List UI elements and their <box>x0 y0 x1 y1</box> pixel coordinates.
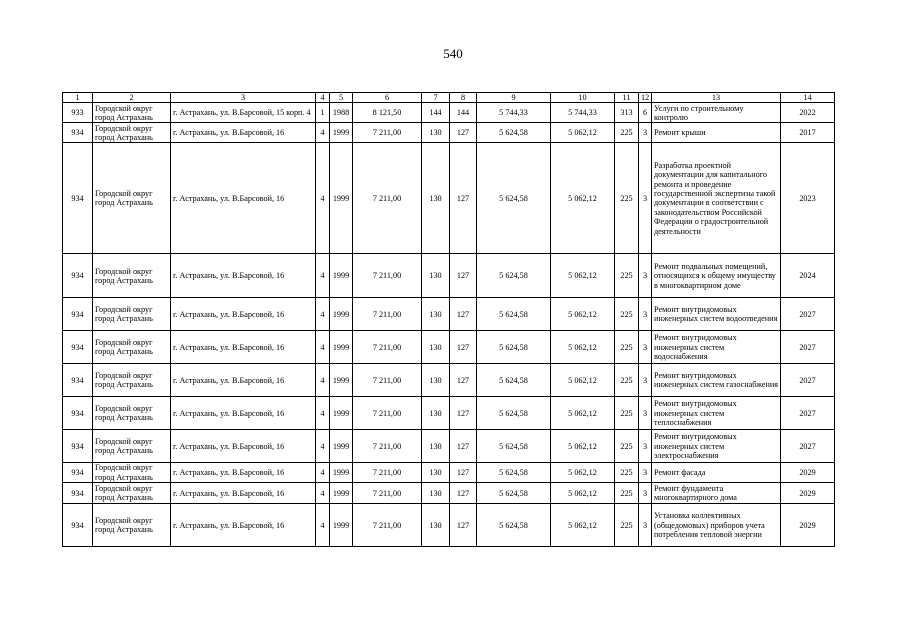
column-header: 4 <box>316 93 330 103</box>
table-row <box>63 331 835 364</box>
column-11-cell: 225 <box>615 463 639 483</box>
due-year-cell: 2024 <box>781 254 835 298</box>
work-type-cell: Ремонт внутридомовых инженерных систем электроснабжения <box>652 430 781 463</box>
area-2-cell: 5 062,12 <box>551 483 615 504</box>
work-type-cell: Ремонт внутридомовых инженерных систем водоотведения <box>652 298 781 331</box>
municipality-cell: Городской округ город Астрахань <box>93 103 171 123</box>
column-header: 11 <box>615 93 639 103</box>
column-12-cell: 3 <box>639 331 652 364</box>
column-header: 7 <box>422 93 450 103</box>
column-12-cell: 3 <box>639 463 652 483</box>
column-12-cell: 3 <box>639 483 652 504</box>
column-4-cell: 4 <box>316 331 330 364</box>
municipality-cell: Городской округ город Астрахань <box>93 364 171 397</box>
total-area-cell: 7 211,00 <box>353 143 422 254</box>
column-7-cell: 130 <box>422 143 450 254</box>
area-2-cell: 5 062,12 <box>551 254 615 298</box>
address-cell: г. Астрахань, ул. В.Барсовой, 16 <box>171 331 316 364</box>
total-area-cell: 7 211,00 <box>353 364 422 397</box>
total-area-cell: 7 211,00 <box>353 397 422 430</box>
column-8-cell: 127 <box>450 483 477 504</box>
year-cell: 1999 <box>330 397 353 430</box>
area-2-cell: 5 062,12 <box>551 364 615 397</box>
total-area-cell: 7 211,00 <box>353 463 422 483</box>
area-1-cell: 5 624,58 <box>477 123 551 143</box>
area-1-cell: 5 624,58 <box>477 463 551 483</box>
due-year-cell: 2017 <box>781 123 835 143</box>
table-row <box>63 483 835 504</box>
table-row <box>63 123 835 143</box>
area-1-cell: 5 624,58 <box>477 430 551 463</box>
column-4-cell: 4 <box>316 504 330 547</box>
table-row <box>63 397 835 430</box>
address-cell: г. Астрахань, ул. В.Барсовой, 16 <box>171 463 316 483</box>
column-12-cell: 3 <box>639 254 652 298</box>
column-12-cell: 3 <box>639 123 652 143</box>
total-area-cell: 7 211,00 <box>353 483 422 504</box>
due-year-cell: 2027 <box>781 430 835 463</box>
work-type-cell: Ремонт крыши <box>652 123 781 143</box>
column-11-cell: 225 <box>615 483 639 504</box>
area-2-cell: 5 062,12 <box>551 397 615 430</box>
area-1-cell: 5 624,58 <box>477 254 551 298</box>
column-4-cell: 4 <box>316 123 330 143</box>
work-type-cell: Ремонт внутридомовых инженерных систем теплоснабжения <box>652 397 781 430</box>
address-cell: г. Астрахань, ул. В.Барсовой, 16 <box>171 298 316 331</box>
work-type-cell: Ремонт подвальных помещений, относящихся к общему имуществу в многоквартирном доме <box>652 254 781 298</box>
row-number: 934 <box>63 123 93 143</box>
year-cell: 1988 <box>330 103 353 123</box>
column-11-cell: 225 <box>615 254 639 298</box>
municipality-cell: Городской округ город Астрахань <box>93 298 171 331</box>
column-11-cell: 225 <box>615 123 639 143</box>
page-number: 540 <box>443 46 463 61</box>
column-8-cell: 127 <box>450 397 477 430</box>
column-4-cell: 4 <box>316 298 330 331</box>
year-cell: 1999 <box>330 504 353 547</box>
header-row <box>63 93 835 103</box>
column-7-cell: 130 <box>422 397 450 430</box>
column-7-cell: 130 <box>422 483 450 504</box>
work-type-cell: Ремонт внутридомовых инженерных систем водоснабжения <box>652 331 781 364</box>
column-header: 1 <box>63 93 93 103</box>
column-header: 3 <box>171 93 316 103</box>
due-year-cell: 2022 <box>781 103 835 123</box>
area-2-cell: 5 062,12 <box>551 430 615 463</box>
column-7-cell: 130 <box>422 331 450 364</box>
column-12-cell: 3 <box>639 364 652 397</box>
column-12-cell: 3 <box>639 504 652 547</box>
area-2-cell: 5 062,12 <box>551 463 615 483</box>
column-12-cell: 3 <box>639 143 652 254</box>
column-7-cell: 130 <box>422 504 450 547</box>
area-2-cell: 5 062,12 <box>551 143 615 254</box>
column-4-cell: 4 <box>316 254 330 298</box>
column-7-cell: 130 <box>422 123 450 143</box>
column-11-cell: 225 <box>615 143 639 254</box>
column-4-cell: 4 <box>316 483 330 504</box>
area-1-cell: 5 624,58 <box>477 298 551 331</box>
area-1-cell: 5 624,58 <box>477 143 551 254</box>
table-row <box>63 143 835 254</box>
column-header: 14 <box>781 93 835 103</box>
work-type-cell: Ремонт внутридомовых инженерных систем газоснабжения <box>652 364 781 397</box>
column-12-cell: 6 <box>639 103 652 123</box>
column-4-cell: 4 <box>316 463 330 483</box>
work-type-cell: Услуги по строительному контролю <box>652 103 781 123</box>
column-11-cell: 225 <box>615 504 639 547</box>
column-11-cell: 225 <box>615 298 639 331</box>
column-4-cell: 4 <box>316 143 330 254</box>
column-8-cell: 127 <box>450 254 477 298</box>
column-8-cell: 127 <box>450 123 477 143</box>
row-number: 934 <box>63 364 93 397</box>
work-type-cell: Установка коллективных (общедомовых) приборов учета потребления тепловой энергии <box>652 504 781 547</box>
column-11-cell: 225 <box>615 364 639 397</box>
municipality-cell: Городской округ город Астрахань <box>93 123 171 143</box>
total-area-cell: 7 211,00 <box>353 331 422 364</box>
year-cell: 1999 <box>330 143 353 254</box>
area-2-cell: 5 062,12 <box>551 123 615 143</box>
register-table <box>62 92 835 547</box>
row-number: 934 <box>63 483 93 504</box>
column-header: 9 <box>477 93 551 103</box>
year-cell: 1999 <box>330 254 353 298</box>
year-cell: 1999 <box>330 430 353 463</box>
table-row <box>63 298 835 331</box>
work-type-cell: Ремонт фасада <box>652 463 781 483</box>
row-number: 934 <box>63 463 93 483</box>
total-area-cell: 8 121,50 <box>353 103 422 123</box>
column-12-cell: 3 <box>639 298 652 331</box>
column-4-cell: 4 <box>316 397 330 430</box>
column-8-cell: 127 <box>450 463 477 483</box>
municipality-cell: Городской округ город Астрахань <box>93 254 171 298</box>
area-2-cell: 5 062,12 <box>551 504 615 547</box>
total-area-cell: 7 211,00 <box>353 254 422 298</box>
row-number: 934 <box>63 504 93 547</box>
total-area-cell: 7 211,00 <box>353 430 422 463</box>
address-cell: г. Астрахань, ул. В.Барсовой, 16 <box>171 143 316 254</box>
year-cell: 1999 <box>330 483 353 504</box>
year-cell: 1999 <box>330 298 353 331</box>
column-7-cell: 130 <box>422 298 450 331</box>
row-number: 934 <box>63 254 93 298</box>
area-1-cell: 5 624,58 <box>477 504 551 547</box>
column-8-cell: 127 <box>450 143 477 254</box>
column-4-cell: 4 <box>316 430 330 463</box>
column-11-cell: 225 <box>615 331 639 364</box>
due-year-cell: 2027 <box>781 364 835 397</box>
total-area-cell: 7 211,00 <box>353 123 422 143</box>
table-row <box>63 504 835 547</box>
work-type-cell: Ремонт фундамента многоквартирного дома <box>652 483 781 504</box>
column-8-cell: 127 <box>450 504 477 547</box>
due-year-cell: 2027 <box>781 298 835 331</box>
due-year-cell: 2029 <box>781 463 835 483</box>
table-row <box>63 103 835 123</box>
area-2-cell: 5 062,12 <box>551 331 615 364</box>
column-12-cell: 3 <box>639 397 652 430</box>
column-header: 10 <box>551 93 615 103</box>
area-1-cell: 5 624,58 <box>477 483 551 504</box>
area-1-cell: 5 624,58 <box>477 331 551 364</box>
column-12-cell: 3 <box>639 430 652 463</box>
table-row <box>63 463 835 483</box>
area-1-cell: 5 624,58 <box>477 397 551 430</box>
due-year-cell: 2029 <box>781 483 835 504</box>
row-number: 934 <box>63 143 93 254</box>
work-type-cell: Разработка проектной документации для капитального ремонта и проведение государственной экспертизы такой документации в соответствии с законодательством Российской Федерации о градостроительной деятельности <box>652 143 781 254</box>
year-cell: 1999 <box>330 123 353 143</box>
year-cell: 1999 <box>330 331 353 364</box>
column-7-cell: 144 <box>422 103 450 123</box>
column-7-cell: 130 <box>422 254 450 298</box>
column-8-cell: 127 <box>450 364 477 397</box>
municipality-cell: Городской округ город Астрахань <box>93 430 171 463</box>
address-cell: г. Астрахань, ул. В.Барсовой, 16 <box>171 364 316 397</box>
address-cell: г. Астрахань, ул. В.Барсовой, 16 <box>171 504 316 547</box>
total-area-cell: 7 211,00 <box>353 298 422 331</box>
address-cell: г. Астрахань, ул. В.Барсовой, 16 <box>171 397 316 430</box>
area-1-cell: 5 624,58 <box>477 364 551 397</box>
table-body <box>63 103 835 547</box>
column-8-cell: 127 <box>450 430 477 463</box>
row-number: 934 <box>63 298 93 331</box>
column-11-cell: 313 <box>615 103 639 123</box>
row-number: 934 <box>63 430 93 463</box>
column-4-cell: 1 <box>316 103 330 123</box>
row-number: 934 <box>63 331 93 364</box>
area-2-cell: 5 062,12 <box>551 298 615 331</box>
row-number: 934 <box>63 397 93 430</box>
column-4-cell: 4 <box>316 364 330 397</box>
due-year-cell: 2027 <box>781 397 835 430</box>
due-year-cell: 2029 <box>781 504 835 547</box>
column-11-cell: 225 <box>615 397 639 430</box>
address-cell: г. Астрахань, ул. В.Барсовой, 15 корп. 4 <box>171 103 316 123</box>
municipality-cell: Городской округ город Астрахань <box>93 331 171 364</box>
year-cell: 1999 <box>330 364 353 397</box>
municipality-cell: Городской округ город Астрахань <box>93 143 171 254</box>
total-area-cell: 7 211,00 <box>353 504 422 547</box>
area-2-cell: 5 744,33 <box>551 103 615 123</box>
year-cell: 1999 <box>330 463 353 483</box>
column-header: 6 <box>353 93 422 103</box>
column-8-cell: 127 <box>450 331 477 364</box>
address-cell: г. Астрахань, ул. В.Барсовой, 16 <box>171 483 316 504</box>
column-header: 5 <box>330 93 353 103</box>
column-7-cell: 130 <box>422 463 450 483</box>
municipality-cell: Городской округ город Астрахань <box>93 463 171 483</box>
table-row <box>63 254 835 298</box>
column-8-cell: 144 <box>450 103 477 123</box>
column-7-cell: 130 <box>422 364 450 397</box>
row-number: 933 <box>63 103 93 123</box>
address-cell: г. Астрахань, ул. В.Барсовой, 16 <box>171 123 316 143</box>
municipality-cell: Городской округ город Астрахань <box>93 397 171 430</box>
due-year-cell: 2023 <box>781 143 835 254</box>
column-header: 2 <box>93 93 171 103</box>
area-1-cell: 5 744,33 <box>477 103 551 123</box>
column-7-cell: 130 <box>422 430 450 463</box>
municipality-cell: Городской округ город Астрахань <box>93 483 171 504</box>
due-year-cell: 2027 <box>781 331 835 364</box>
municipality-cell: Городской округ город Астрахань <box>93 504 171 547</box>
column-header: 13 <box>652 93 781 103</box>
table-row <box>63 364 835 397</box>
address-cell: г. Астрахань, ул. В.Барсовой, 16 <box>171 430 316 463</box>
table-row <box>63 430 835 463</box>
column-8-cell: 127 <box>450 298 477 331</box>
column-header: 12 <box>639 93 652 103</box>
column-11-cell: 225 <box>615 430 639 463</box>
column-header: 8 <box>450 93 477 103</box>
address-cell: г. Астрахань, ул. В.Барсовой, 16 <box>171 254 316 298</box>
